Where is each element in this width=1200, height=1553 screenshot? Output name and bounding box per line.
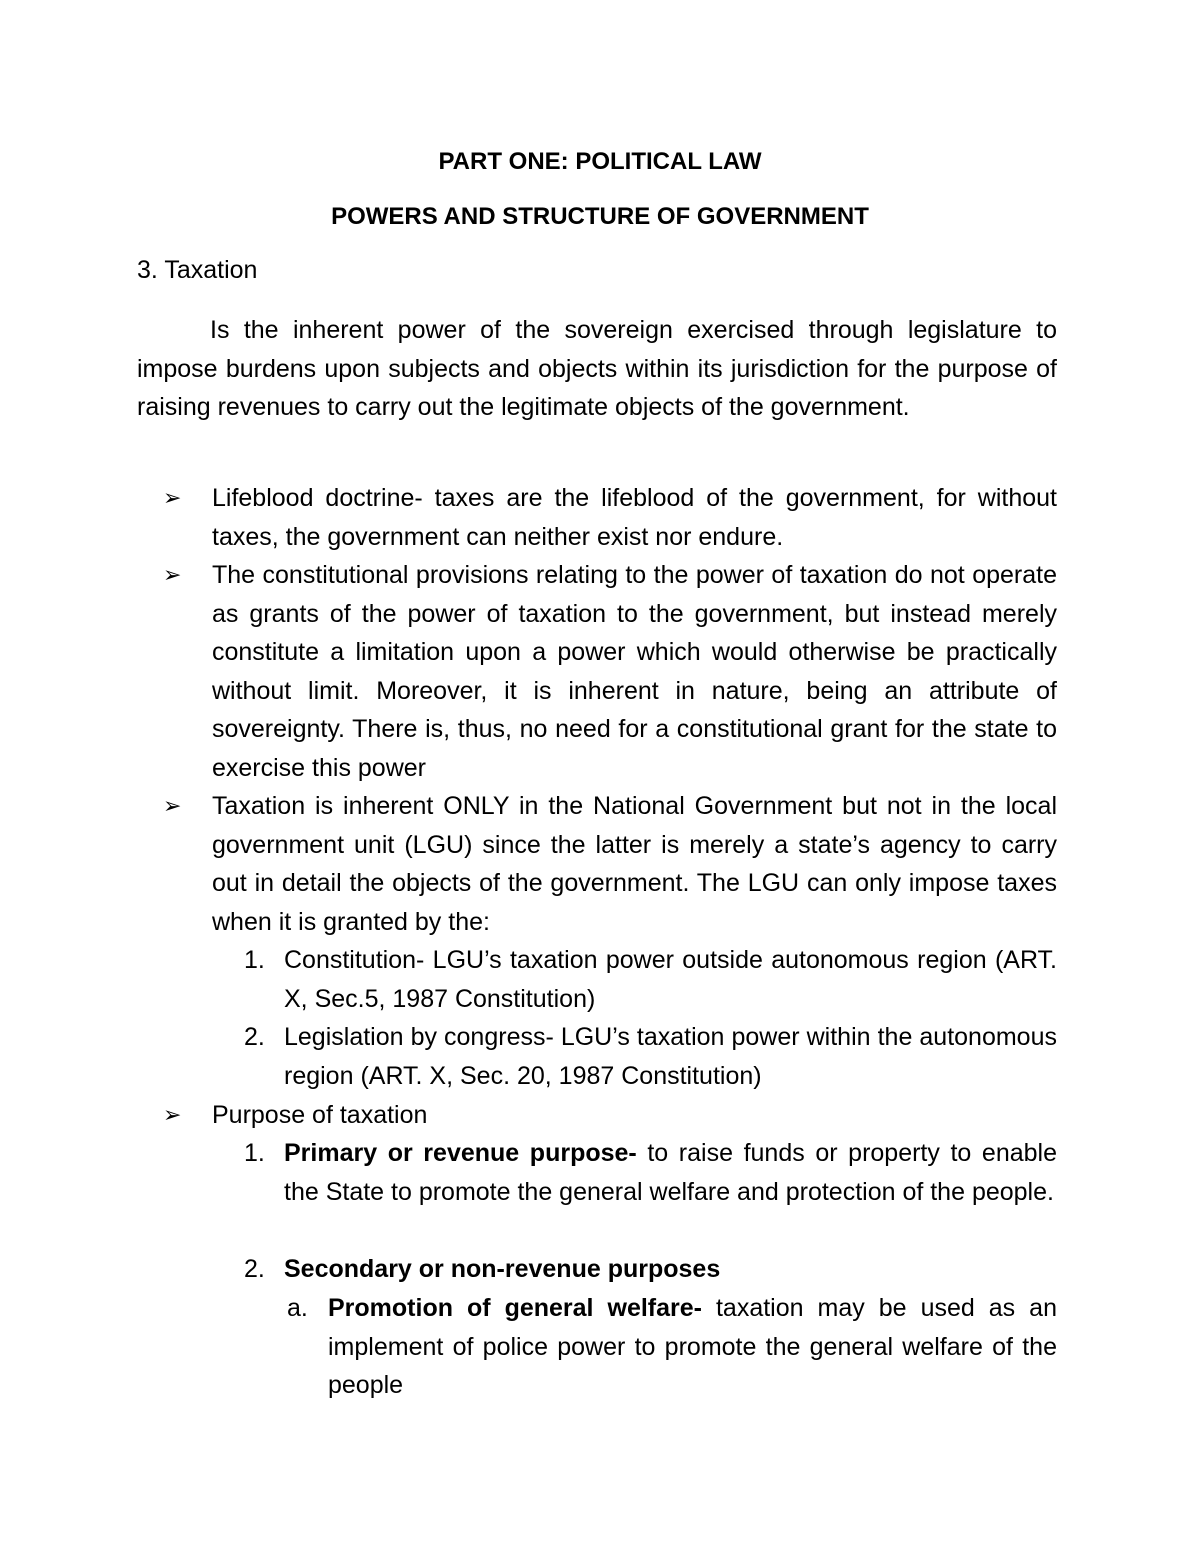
bullet-text: Taxation is inherent ONLY in the National Government but not in the local government unit (LGU) since the latter is merely a state’s agency to carry out in detail the objects of the government. The LGU can only impose taxes when it is granted by the: [212,792,1057,936]
numbered-item [244,1250,1057,1289]
item-text: Legislation by congress- LGU’s taxation power within the autonomous region (ART. X, Sec. 20, 1987 Constitution) [284,1023,1057,1090]
item-body: taxation may be used as an implement of police power to promote the general welfare of the people [328,1294,1057,1399]
lettered-item [287,1289,1057,1405]
item-number: 2. [244,1023,265,1051]
item-bold-label: Promotion of general welfare- [328,1294,702,1322]
bullet-text: Lifeblood doctrine- taxes are the lifeblood of the government, for without taxes, the government can neither exist nor endure. [212,484,1057,551]
numbered-item [244,1134,1057,1211]
item-bold-label: Primary or revenue purpose- [284,1139,637,1167]
item-number: 1. [244,946,265,974]
definition-text: Is the inherent power of the sovereign exercised through legislature to impose burdens upon subjects and objects within its jurisdiction for the purpose of raising revenues to carry out the legitimate objects of the government. [137,316,1057,421]
section-heading: 3. Taxation [137,256,258,284]
bullet-item [163,787,1057,941]
numbered-item [244,941,1057,1018]
item-text: Constitution- LGU’s taxation power outside autonomous region (ART. X, Sec.5, 1987 Constitution) [284,946,1057,1013]
bullet-item [163,556,1057,787]
bullet-text: The constitutional provisions relating to the power of taxation do not operate as grants of the power of taxation to the government, but instead merely constitute a limitation upon a power which would otherwise be practically without limit. Moreover, it is inherent in nature, being an attribute of sovereignty. There is, thus, no need for a constitutional grant for the state to exercise this power [212,561,1057,782]
item-number: 1. [244,1139,265,1167]
item-text [284,1250,1057,1289]
item-body: to raise funds or property to enable the State to promote the general welfare and protection of the people. [284,1139,1057,1206]
document-subtitle: POWERS AND STRUCTURE OF GOVERNMENT [331,203,869,230]
arrow-bullet-icon: ➢ [163,562,182,587]
item-text [284,1134,1057,1211]
document-title: PART ONE: POLITICAL LAW [438,148,762,175]
item-text [328,1289,1057,1405]
bullet-item [163,1096,1057,1135]
arrow-bullet-icon: ➢ [163,485,182,510]
arrow-bullet-icon: ➢ [163,793,182,818]
bullet-text: Purpose of taxation [212,1101,428,1129]
item-bold-label: Secondary or non-revenue purposes [284,1255,721,1283]
item-letter: a. [287,1294,308,1322]
arrow-bullet-icon: ➢ [163,1102,182,1127]
numbered-item [244,1018,1057,1095]
definition-paragraph [137,311,1057,427]
bullet-item [163,479,1057,556]
item-number: 2. [244,1255,265,1283]
